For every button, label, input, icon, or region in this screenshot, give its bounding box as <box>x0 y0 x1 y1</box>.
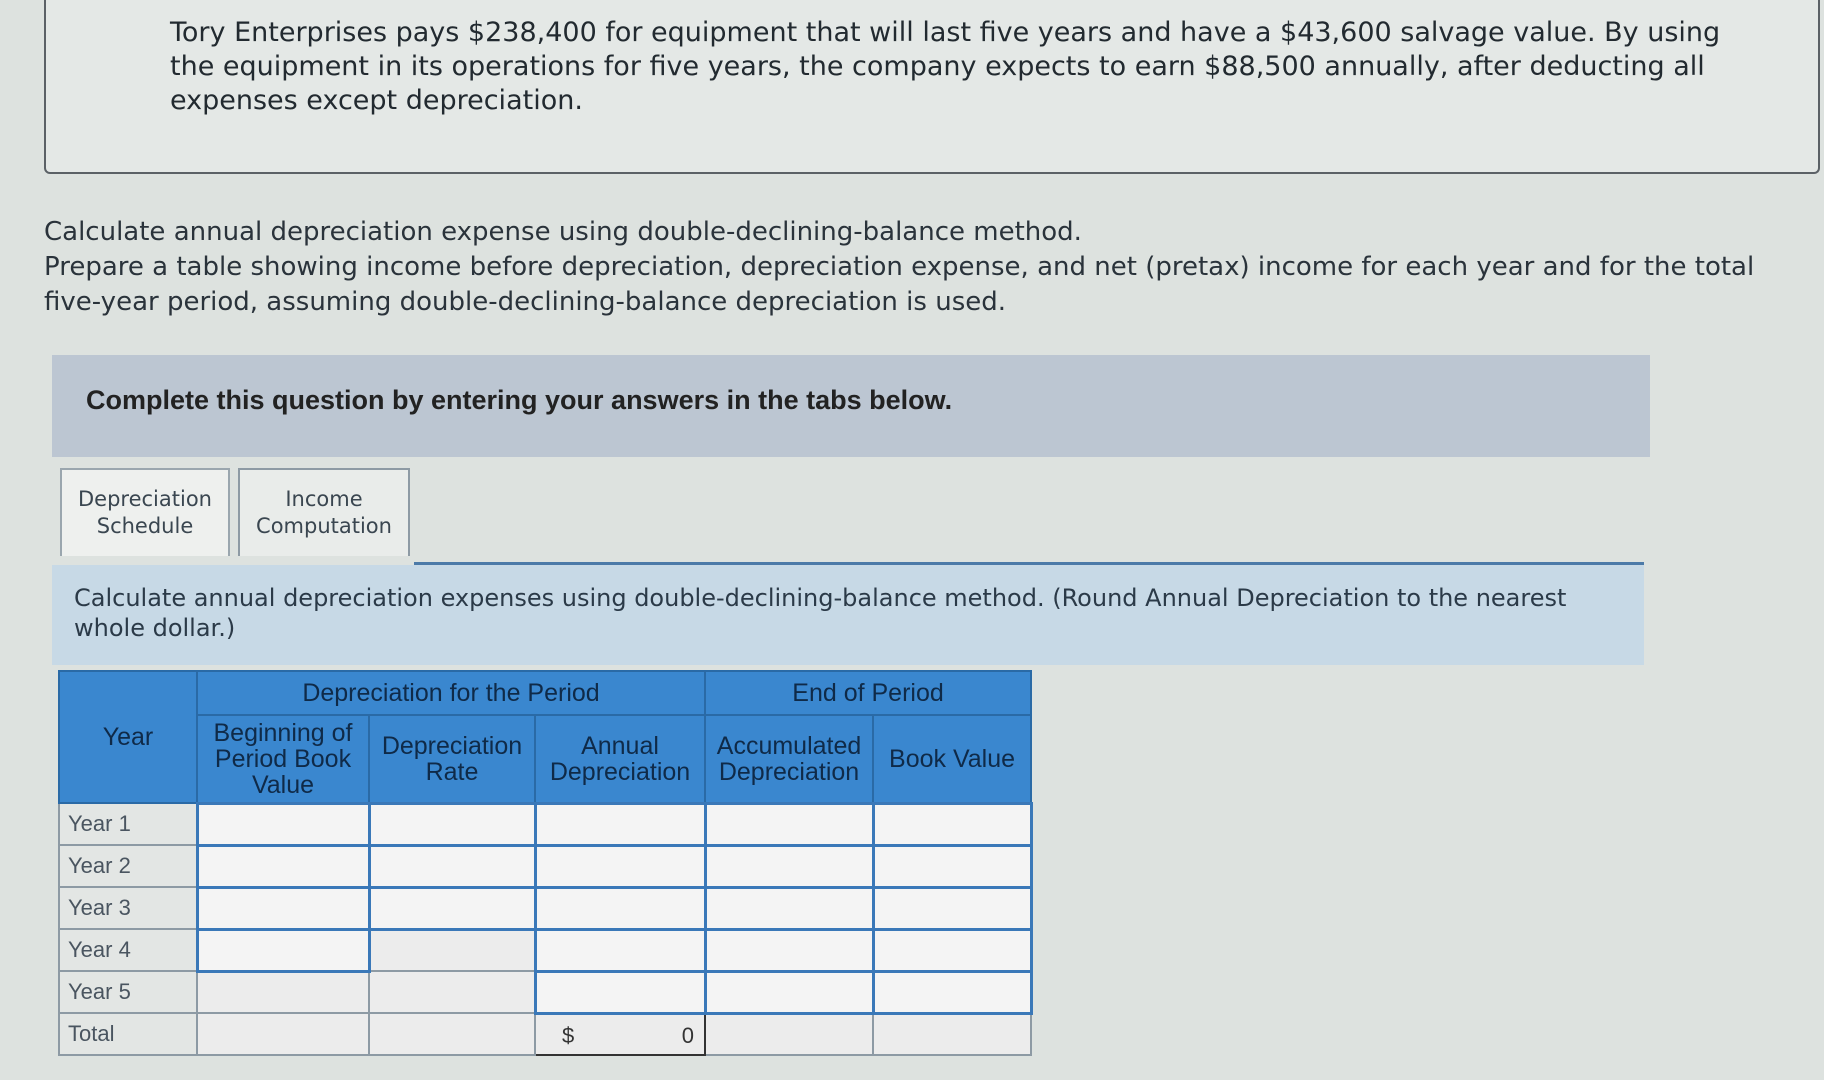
tab-depreciation-schedule[interactable] <box>60 468 230 556</box>
instructions <box>44 215 1784 320</box>
total-label: Total <box>59 1013 197 1055</box>
table-row <box>59 803 1031 845</box>
book-value-input[interactable] <box>875 973 1030 1012</box>
annual-depreciation-input-cell[interactable] <box>535 971 705 1013</box>
depreciation-rate-input-cell[interactable] <box>369 887 535 929</box>
table-row <box>59 845 1031 887</box>
problem-text: Tory Enterprises pays $238,400 for equipment that will last five years and have a $43,600 salvage value. By using the equipment in its operations for five years, the company expects to earn $88,500 annually, after deducting all expenses except depreciation. <box>170 17 1721 116</box>
beginning-book-value-input[interactable] <box>199 847 368 886</box>
column-header-depreciation-rate: Depreciation Rate <box>369 715 535 803</box>
annual-depreciation-input-cell[interactable] <box>535 845 705 887</box>
accumulated-depreciation-input-cell[interactable] <box>705 971 873 1013</box>
column-header-accumulated-depreciation: Accumulated Depreciation <box>705 715 873 803</box>
book-value-input[interactable] <box>875 931 1030 970</box>
row-label: Year 3 <box>59 887 197 929</box>
accumulated-depreciation-input[interactable] <box>707 973 872 1012</box>
column-header-year: Year <box>59 671 197 803</box>
annual-depreciation-input[interactable] <box>537 805 704 844</box>
tab-income-computation-label: Income Computation <box>256 487 392 538</box>
accumulated-depreciation-input[interactable] <box>707 805 872 844</box>
accumulated-depreciation-input[interactable] <box>707 889 872 928</box>
instruction-line-1: Calculate annual depreciation expense using double-declining-balance method. <box>44 217 1082 247</box>
beginning-book-value-input[interactable] <box>199 889 368 928</box>
depreciation-table <box>58 670 1033 1056</box>
question-text: Calculate annual depreciation expenses using double-declining-balance method. (Round Annual Depreciation to the nearest whole dollar.) <box>74 584 1567 642</box>
table-row <box>59 929 1031 971</box>
currency-symbol: $ <box>562 1022 575 1048</box>
row-label: Year 5 <box>59 971 197 1013</box>
annual-depreciation-input-cell[interactable] <box>535 887 705 929</box>
tab-income-computation[interactable] <box>238 468 410 556</box>
book-value-input-cell[interactable] <box>873 971 1031 1013</box>
depreciation-rate-input-cell[interactable] <box>369 845 535 887</box>
table-row <box>59 971 1031 1013</box>
question-panel <box>52 565 1644 665</box>
column-header-book-value: Book Value <box>873 715 1031 803</box>
beginning-book-value-input-cell[interactable] <box>197 803 369 845</box>
total-row <box>59 1013 1031 1055</box>
group-header-period: Depreciation for the Period <box>197 671 705 715</box>
depreciation-rate-cell <box>369 971 535 1013</box>
book-value-input[interactable] <box>875 889 1030 928</box>
problem-statement-box <box>44 0 1820 174</box>
group-header-end-of-period: End of Period <box>705 671 1031 715</box>
total-beginning-cell <box>197 1013 369 1055</box>
tab-depreciation-schedule-label: Depreciation Schedule <box>78 487 212 538</box>
annual-depreciation-input[interactable] <box>537 847 704 886</box>
book-value-input[interactable] <box>875 805 1030 844</box>
accumulated-depreciation-input[interactable] <box>707 847 872 886</box>
total-accumulated-cell <box>705 1013 873 1055</box>
annual-depreciation-input[interactable] <box>537 931 704 970</box>
annual-depreciation-input[interactable] <box>537 889 704 928</box>
depreciation-rate-input-cell[interactable] <box>369 803 535 845</box>
instruction-line-2: Prepare a table showing income before depreciation, depreciation expense, and net (pretax) income for each year and for the total five-year period, assuming double-declining-balance depreciation is used. <box>44 252 1755 317</box>
beginning-book-value-input-cell[interactable] <box>197 887 369 929</box>
row-label: Year 1 <box>59 803 197 845</box>
depreciation-rate-input[interactable] <box>371 889 534 928</box>
accumulated-depreciation-input-cell[interactable] <box>705 803 873 845</box>
depreciation-rate-input[interactable] <box>371 805 534 844</box>
annual-depreciation-input[interactable] <box>537 973 704 1012</box>
total-annual-depreciation <box>535 1013 705 1055</box>
beginning-book-value-input[interactable] <box>199 931 368 970</box>
book-value-input-cell[interactable] <box>873 887 1031 929</box>
beginning-book-value-input-cell[interactable] <box>197 845 369 887</box>
beginning-book-value-cell <box>197 971 369 1013</box>
row-label: Year 4 <box>59 929 197 971</box>
column-header-annual-depreciation: Annual Depreciation <box>535 715 705 803</box>
instruction-banner <box>52 355 1650 457</box>
beginning-book-value-input[interactable] <box>199 805 368 844</box>
total-rate-cell <box>369 1013 535 1055</box>
total-book-cell <box>873 1013 1031 1055</box>
accumulated-depreciation-input[interactable] <box>707 931 872 970</box>
annual-depreciation-input-cell[interactable] <box>535 803 705 845</box>
row-label: Year 2 <box>59 845 197 887</box>
book-value-input-cell[interactable] <box>873 803 1031 845</box>
beginning-book-value-input-cell[interactable] <box>197 929 369 971</box>
column-header-beginning-book-value: Beginning of Period Book Value <box>197 715 369 803</box>
accumulated-depreciation-input-cell[interactable] <box>705 887 873 929</box>
annual-depreciation-input-cell[interactable] <box>535 929 705 971</box>
depreciation-rate-input[interactable] <box>371 847 534 886</box>
total-annual-value: 0 <box>681 1022 695 1048</box>
book-value-input[interactable] <box>875 847 1030 886</box>
accumulated-depreciation-input-cell[interactable] <box>705 929 873 971</box>
depreciation-rate-cell <box>369 929 535 971</box>
accumulated-depreciation-input-cell[interactable] <box>705 845 873 887</box>
banner-text: Complete this question by entering your answers in the tabs below. <box>86 385 953 415</box>
book-value-input-cell[interactable] <box>873 845 1031 887</box>
book-value-input-cell[interactable] <box>873 929 1031 971</box>
table-row <box>59 887 1031 929</box>
